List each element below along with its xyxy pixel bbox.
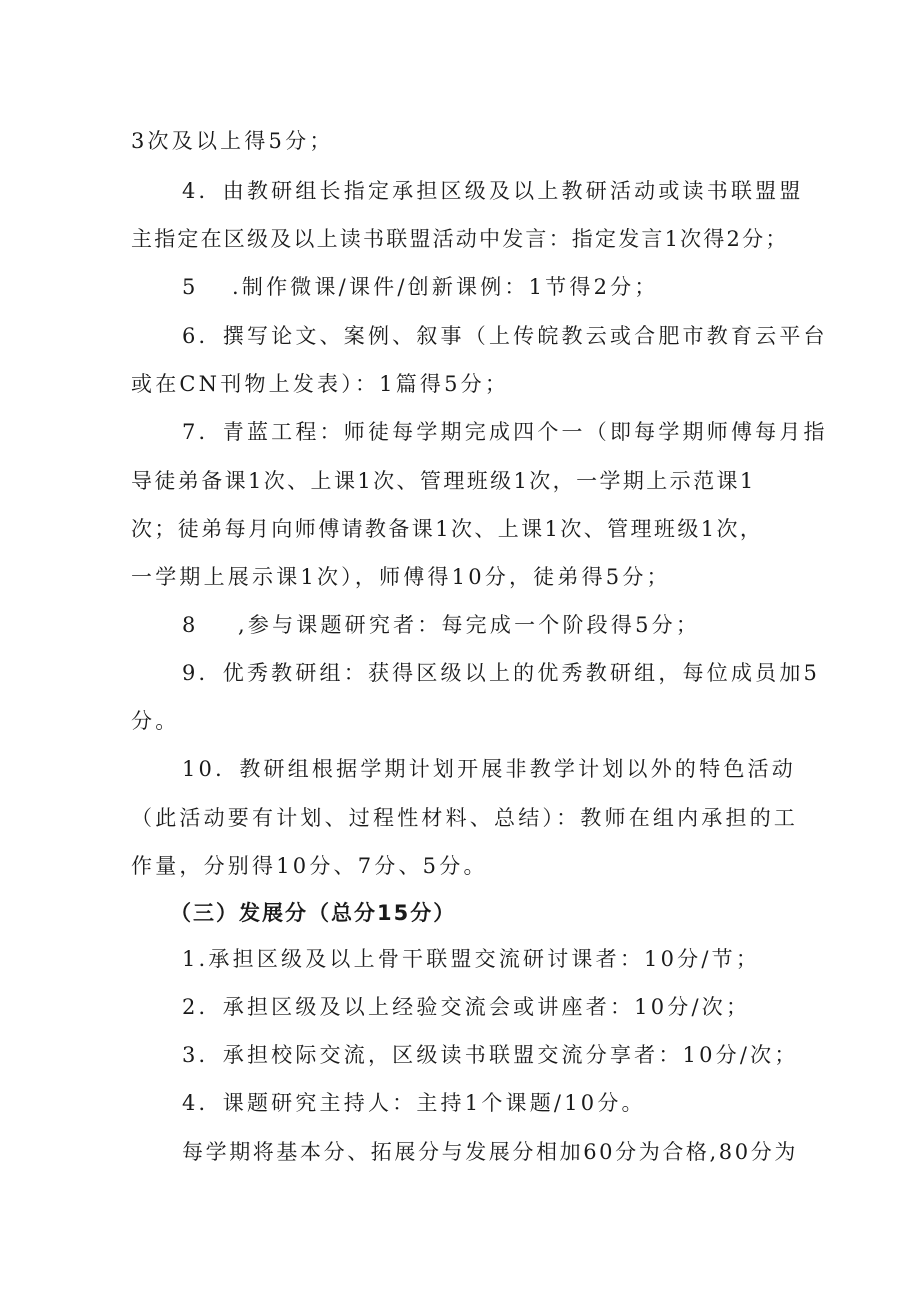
- text-line: 1.承担区级及以上骨干联盟交流研讨课者：10分/节；: [182, 947, 761, 971]
- text-line: 9．优秀教研组：获得区级以上的优秀教研组，每位成员加5: [182, 661, 821, 685]
- text-line: 一学期上展示课1次），师傅得10分，徒弟得5分；: [131, 565, 671, 589]
- text-line: 主指定在区级及以上读书联盟活动中发言：指定发言1次得2分；: [131, 227, 789, 251]
- text-line: 或在CN刊物上发表）：1篇得5分；: [131, 372, 510, 396]
- text-line: 次；徒弟每月向师傅请教备课1次、上课1次、管理班级1次，: [131, 517, 764, 541]
- item-text: ,参与课题研究者：每完成一个阶段得5分；: [238, 613, 701, 637]
- text-line: （此活动要有计划、过程性材料、总结）：教师在组内承担的工: [131, 806, 799, 830]
- section-heading: （三）发展分（总分15分）: [170, 901, 457, 925]
- text-line: 作量，分别得10分、7分、5分。: [131, 854, 488, 878]
- text-line: 2．承担区级及以上经验交流会或讲座者：10分/次；: [182, 995, 751, 1019]
- text-line: 分。: [131, 709, 180, 733]
- text-line: 3．承担校际交流，区级读书联盟交流分享者：10分/次；: [182, 1043, 799, 1067]
- text-line: 4．课题研究主持人：主持1个课题/10分。: [182, 1091, 646, 1115]
- text-line: 10．教研组根据学期计划开展非教学计划以外的特色活动: [182, 757, 796, 781]
- text-line: 导徒弟备课1次、上课1次、管理班级1次，一学期上示范课1: [131, 469, 756, 493]
- text-line: 3次及以上得5分；: [131, 129, 334, 153]
- text-line: 6．撰写论文、案例、叙事（上传皖教云或合肥市教育云平台: [182, 324, 828, 348]
- item-number: 5: [182, 275, 199, 299]
- item-number: 8: [182, 613, 199, 637]
- text-line: 4．由教研组长指定承担区级及以上教研活动或读书联盟盟: [182, 179, 804, 203]
- text-line: 每学期将基本分、拓展分与发展分相加60分为合格,80分为: [182, 1140, 798, 1164]
- text-line: 7．青蓝工程：师徒每学期完成四个一（即每学期师傅每月指: [182, 420, 828, 444]
- item-text: .制作微课/课件/创新课例：1节得2分；: [232, 275, 659, 299]
